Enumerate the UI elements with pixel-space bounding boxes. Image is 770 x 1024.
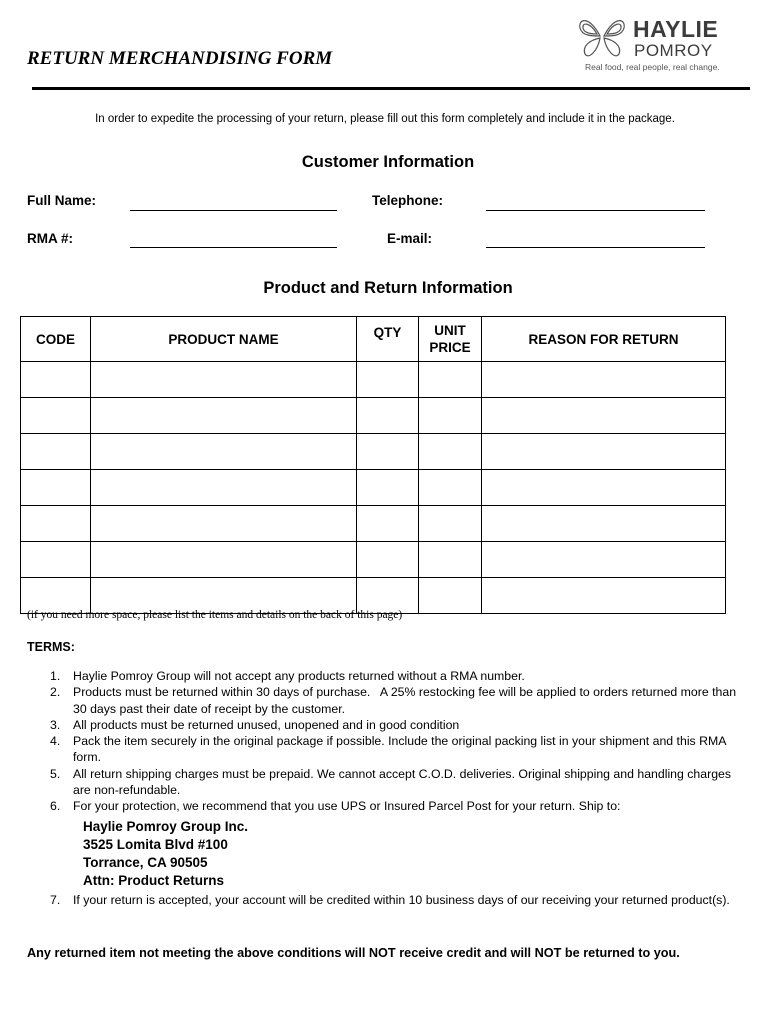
- term-number: 5.: [50, 766, 61, 781]
- email-label: E-mail:: [387, 231, 433, 246]
- reason-cell[interactable]: [482, 578, 726, 614]
- product-info-heading: Product and Return Information: [263, 279, 513, 297]
- term-number: 4.: [50, 734, 61, 749]
- qty-cell[interactable]: [357, 470, 419, 506]
- reason-cell[interactable]: [482, 506, 726, 542]
- col-unit-price: UNIT PRICE: [419, 317, 482, 362]
- col-qty: QTY: [357, 317, 419, 362]
- unit-price-cell[interactable]: [419, 398, 482, 434]
- logo-tagline: Real food, real people, real change.: [585, 62, 720, 72]
- unit-price-cell[interactable]: [419, 434, 482, 470]
- product-name-cell[interactable]: [91, 362, 357, 398]
- term-number: 2.: [50, 685, 61, 700]
- product-name-cell[interactable]: [91, 542, 357, 578]
- term-number: 6.: [50, 799, 61, 814]
- qty-cell[interactable]: [357, 542, 419, 578]
- code-cell[interactable]: [21, 362, 91, 398]
- reason-cell[interactable]: [482, 542, 726, 578]
- full-name-label: Full Name:: [27, 193, 97, 208]
- telephone-field[interactable]: [486, 210, 705, 211]
- email-field[interactable]: [486, 247, 705, 248]
- term-text: Pack the item securely in the original package if possible. Include the original packing list in your shipment and this RMA form.: [73, 734, 726, 765]
- term-text: For your protection, we recommend that you use UPS or Insured Parcel Post for your return. Ship to:: [73, 799, 621, 814]
- address-line: Torrance, CA 90505: [83, 854, 208, 870]
- table-row: [21, 398, 726, 434]
- unit-price-cell[interactable]: [419, 470, 482, 506]
- table-row: [21, 506, 726, 542]
- more-space-note: (if you need more space, please list the items and details on the back of this page): [27, 609, 403, 621]
- product-table: [20, 316, 726, 614]
- qty-cell[interactable]: [357, 398, 419, 434]
- address-line: 3525 Lomita Blvd #100: [83, 836, 228, 852]
- unit-price-cell[interactable]: [419, 506, 482, 542]
- reason-cell[interactable]: [482, 434, 726, 470]
- term-number: 3.: [50, 717, 61, 732]
- unit-price-cell[interactable]: [419, 578, 482, 614]
- col-product-name: PRODUCT NAME: [91, 317, 357, 362]
- term-text: Products must be returned within 30 days of purchase. A 25% restocking fee will be applied to orders returned more than 30 days past their date of receipt by the customer.: [73, 685, 740, 716]
- logo-name-line2: POMROY: [634, 41, 713, 60]
- reason-cell[interactable]: [482, 398, 726, 434]
- address-line: Haylie Pomroy Group Inc.: [83, 818, 249, 834]
- list-item: [50, 733, 752, 766]
- code-cell[interactable]: [21, 470, 91, 506]
- terms-list: [50, 668, 752, 908]
- logo-name-line1: HAYLIE: [633, 16, 719, 42]
- code-cell[interactable]: [21, 434, 91, 470]
- list-item: [50, 684, 752, 717]
- product-name-cell[interactable]: [91, 434, 357, 470]
- header-divider: [32, 87, 750, 90]
- reason-cell[interactable]: [482, 362, 726, 398]
- term-number: 7.: [50, 892, 61, 907]
- telephone-label: Telephone:: [372, 193, 444, 208]
- term-text: All return shipping charges must be prepaid. We cannot accept C.O.D. deliveries. Original shipping and handling charges are non-refundable.: [73, 766, 732, 798]
- table-row: [21, 362, 726, 398]
- customer-info-heading: Customer Information: [301, 153, 475, 171]
- table-row: [21, 434, 726, 470]
- product-name-cell[interactable]: [91, 398, 357, 434]
- unit-price-cell[interactable]: [419, 362, 482, 398]
- full-name-field[interactable]: [130, 210, 337, 211]
- butterfly-logo-icon: [576, 14, 628, 60]
- list-item: [50, 798, 752, 814]
- company-logo: [576, 14, 736, 74]
- term-text: Haylie Pomroy Group will not accept any products returned without a RMA number.: [73, 669, 525, 683]
- code-cell[interactable]: [21, 398, 91, 434]
- list-item: [50, 892, 752, 908]
- final-notice: Any returned item not meeting the above conditions will NOT receive credit and will NOT be returned to you.: [27, 946, 680, 960]
- table-row: [21, 542, 726, 578]
- reason-cell[interactable]: [482, 470, 726, 506]
- list-item: [50, 668, 752, 684]
- rma-label: RMA #:: [27, 231, 73, 246]
- term-number: 1.: [50, 669, 61, 683]
- list-item: [50, 766, 752, 799]
- qty-cell[interactable]: [357, 506, 419, 542]
- terms-heading: TERMS:: [27, 640, 75, 654]
- qty-cell[interactable]: [357, 362, 419, 398]
- intro-text: In order to expedite the processing of your return, please fill out this form completely and include it in the package.: [95, 113, 675, 125]
- code-cell[interactable]: [21, 542, 91, 578]
- rma-field[interactable]: [130, 247, 337, 248]
- list-item: [50, 717, 752, 733]
- term-text: All products must be returned unused, unopened and in good condition: [73, 717, 460, 732]
- code-cell[interactable]: [21, 506, 91, 542]
- product-name-cell[interactable]: [91, 470, 357, 506]
- table-header-row: [21, 317, 726, 362]
- col-code: CODE: [21, 317, 91, 362]
- form-title: RETURN MERCHANDISING FORM: [27, 48, 333, 69]
- unit-price-cell[interactable]: [419, 542, 482, 578]
- ship-to-address: [83, 818, 752, 890]
- col-reason: REASON FOR RETURN: [482, 317, 726, 362]
- qty-cell[interactable]: [357, 434, 419, 470]
- address-line: Attn: Product Returns: [83, 872, 224, 888]
- table-row: [21, 470, 726, 506]
- product-name-cell[interactable]: [91, 506, 357, 542]
- term-text: If your return is accepted, your account will be credited within 10 business days of our receiving your returned product(s).: [73, 892, 730, 907]
